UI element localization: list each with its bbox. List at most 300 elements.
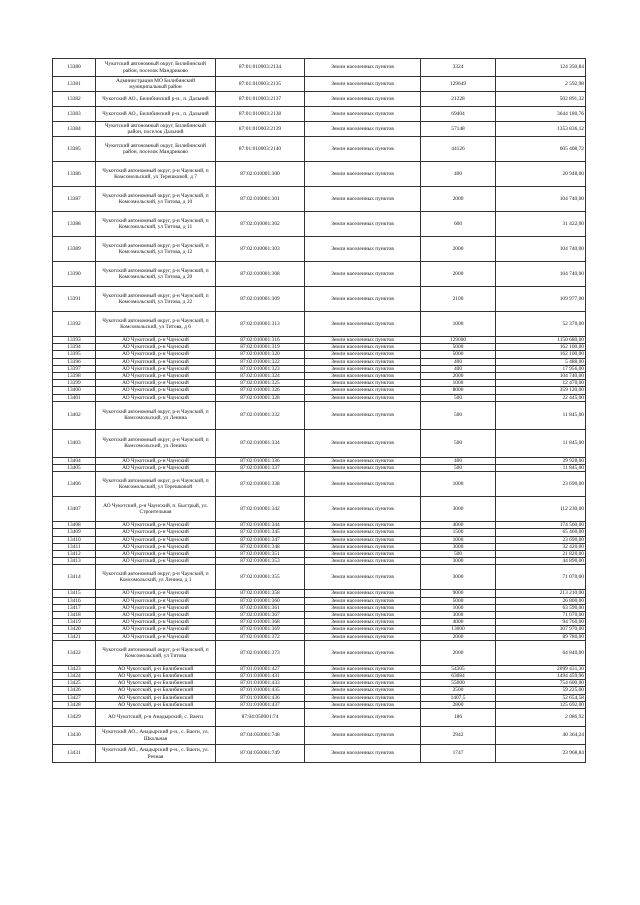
cadastral-number-cell: 87:02:010001:336 — [216, 457, 305, 464]
area-cell: 400 — [421, 457, 496, 464]
land-category-cell: Земли населенных пунктов — [305, 187, 421, 212]
cadastral-number-cell: 87:04:050001:74 — [216, 709, 305, 727]
land-category-cell: Земли населенных пунктов — [305, 122, 421, 137]
cadastral-number-cell: 87:02:010001:302 — [216, 212, 305, 237]
address-cell: АО Чукотский, р-н Билибинский — [96, 694, 216, 701]
row-number: 13405 — [53, 465, 96, 472]
table-row — [53, 604, 586, 611]
address-cell: АО Чукотский, р-н Чаунский — [96, 612, 216, 619]
cadastral-value-cell: 124 350,84 — [496, 59, 586, 77]
land-category-cell: Земли населенных пунктов — [305, 640, 421, 665]
table-row — [53, 694, 586, 701]
address-cell: АО Чукотский, р-н Чаунский — [96, 380, 216, 387]
cadastral-value-cell: 65 460,00 — [496, 529, 586, 536]
cadastral-number-cell: 87:02:010001:319 — [216, 344, 305, 351]
row-number: 13394 — [53, 344, 96, 351]
area-cell: 8000 — [421, 387, 496, 394]
cadastral-number-cell: 87:02:010001:347 — [216, 536, 305, 543]
address-cell: АО Чукотский, р-н Чаунский — [96, 543, 216, 550]
land-category-cell: Земли населенных пунктов — [305, 162, 421, 187]
area-cell: 69404 — [421, 107, 496, 122]
area-cell: 129649 — [421, 77, 496, 92]
area-cell: 186 — [421, 709, 496, 727]
table-row — [53, 337, 586, 344]
cadastral-value-cell: 64 840,00 — [496, 640, 586, 665]
table-row — [53, 529, 586, 536]
cadastral-value-cell: 754 600,00 — [496, 680, 586, 687]
cadastral-value-cell: 44 890,00 — [496, 558, 586, 565]
row-number: 13429 — [53, 709, 96, 727]
table-row — [53, 590, 586, 597]
table-row — [53, 465, 586, 472]
area-cell: 3000 — [421, 543, 496, 550]
land-plots-table — [52, 58, 586, 763]
cadastral-value-cell: 22 445,00 — [496, 394, 586, 401]
table-row — [53, 387, 586, 394]
row-number: 13397 — [53, 365, 96, 372]
table-row — [53, 745, 586, 763]
land-category-cell: Земли населенных пунктов — [305, 394, 421, 401]
cadastral-value-cell: 29 928,00 — [496, 457, 586, 464]
table-row — [53, 162, 586, 187]
cadastral-number-cell: 87:02:010001:323 — [216, 365, 305, 372]
table-row — [53, 727, 586, 745]
table-row — [53, 709, 586, 727]
cadastral-number-cell: 87:01:010001:436 — [216, 694, 305, 701]
row-number: 13408 — [53, 522, 96, 529]
address-cell: АО Чукотский, р-н Чаунский — [96, 626, 216, 633]
area-cell: 2000 — [421, 262, 496, 287]
cadastral-value-cell: 5 488,00 — [496, 358, 586, 365]
area-cell: 1747 — [421, 745, 496, 763]
address-cell: АО Чукотский, р-н Билибинский — [96, 673, 216, 680]
address-cell: АО Чукотский, р-н Чаунский — [96, 551, 216, 558]
area-cell: 55000 — [421, 680, 496, 687]
cadastral-value-cell: 1150 680,00 — [496, 337, 586, 344]
area-cell: 129000 — [421, 337, 496, 344]
address-cell: Чукотский АО., Билибинский р-н., п. Дальний — [96, 107, 216, 122]
cadastral-number-cell: 87:02:010001:322 — [216, 358, 305, 365]
row-number: 13382 — [53, 92, 96, 107]
cadastral-number-cell: 87:02:010001:360 — [216, 597, 305, 604]
row-number: 13403 — [53, 429, 96, 457]
table-row — [53, 673, 586, 680]
row-number: 13387 — [53, 187, 96, 212]
land-category-cell: Земли населенных пунктов — [305, 694, 421, 701]
address-cell: АО Чукотский, р-н Чаунский — [96, 365, 216, 372]
cadastral-number-cell: 87:02:010001:300 — [216, 162, 305, 187]
row-number: 13386 — [53, 162, 96, 187]
row-number: 13428 — [53, 701, 96, 708]
address-cell: АО Чукотский, р-н Чаунский — [96, 465, 216, 472]
cadastral-number-cell: 87:01:010001:435 — [216, 687, 305, 694]
cadastral-value-cell: 23 968,84 — [496, 745, 586, 763]
table-row — [53, 522, 586, 529]
cadastral-value-cell: 17 956,00 — [496, 365, 586, 372]
row-number: 13424 — [53, 673, 96, 680]
table-row — [53, 597, 586, 604]
table-row — [53, 358, 586, 365]
cadastral-value-cell: 31 422,00 — [496, 212, 586, 237]
area-cell: 4000 — [421, 522, 496, 529]
cadastral-number-cell: 87:02:010001:372 — [216, 633, 305, 640]
row-number: 13423 — [53, 665, 96, 672]
row-number: 13383 — [53, 107, 96, 122]
land-category-cell: Земли населенных пунктов — [305, 551, 421, 558]
land-category-cell: Земли населенных пунктов — [305, 536, 421, 543]
land-category-cell: Земли населенных пунктов — [305, 351, 421, 358]
cadastral-value-cell: 94 760,00 — [496, 619, 586, 626]
cadastral-value-cell: 104 740,00 — [496, 373, 586, 380]
cadastral-number-cell: 87:02:010001:367 — [216, 612, 305, 619]
address-cell: АО Чукотский, р-н Чаунский — [96, 604, 216, 611]
cadastral-value-cell: 52 370,00 — [496, 312, 586, 337]
cadastral-number-cell: 87:02:010001:344 — [216, 522, 305, 529]
land-category-cell: Земли населенных пунктов — [305, 77, 421, 92]
row-number: 13422 — [53, 640, 96, 665]
area-cell: 5000 — [421, 597, 496, 604]
cadastral-value-cell: 12 470,00 — [496, 380, 586, 387]
address-cell: АО Чукотский, р-н Чаунский — [96, 536, 216, 543]
land-category-cell: Земли населенных пунктов — [305, 597, 421, 604]
row-number: 13393 — [53, 337, 96, 344]
row-number: 13427 — [53, 694, 96, 701]
area-cell: 1000 — [421, 604, 496, 611]
table-row — [53, 633, 586, 640]
cadastral-number-cell: 87:01:010003:2139 — [216, 122, 305, 137]
cadastral-number-cell: 87:04:050001:748 — [216, 727, 305, 745]
land-category-cell: Земли населенных пунктов — [305, 373, 421, 380]
land-category-cell: Земли населенных пунктов — [305, 687, 421, 694]
row-number: 13415 — [53, 590, 96, 597]
cadastral-value-cell: 605 408,72 — [496, 137, 586, 162]
address-cell: Чукотский автономный округ, р-н Чаунский, п Комсомольский, ул Терешковой, д 7 — [96, 162, 216, 187]
area-cell: 600 — [421, 212, 496, 237]
area-cell: 2500 — [421, 687, 496, 694]
area-cell: 1500 — [421, 529, 496, 536]
cadastral-number-cell: 87:02:010001:353 — [216, 558, 305, 565]
table-row — [53, 626, 586, 633]
cadastral-number-cell: 87:02:010001:348 — [216, 543, 305, 550]
area-cell: 3000 — [421, 558, 496, 565]
table-row — [53, 92, 586, 107]
cadastral-value-cell: 174 560,00 — [496, 522, 586, 529]
land-category-cell: Земли населенных пунктов — [305, 709, 421, 727]
land-category-cell: Земли населенных пунктов — [305, 92, 421, 107]
address-cell: Чукотский АО., Анадырский р-н., с. Ваеги, ул. Школьная — [96, 727, 216, 745]
row-number: 13402 — [53, 401, 96, 429]
land-category-cell: Земли населенных пунктов — [305, 497, 421, 522]
cadastral-value-cell: 40 364,24 — [496, 727, 586, 745]
address-cell: АО Чукотский, р-н Чаунский — [96, 351, 216, 358]
cadastral-value-cell: 23 690,00 — [496, 472, 586, 497]
cadastral-value-cell: 112 230,00 — [496, 497, 586, 522]
cadastral-number-cell: 87:01:010001:431 — [216, 673, 305, 680]
table-row — [53, 558, 586, 565]
table-row — [53, 351, 586, 358]
table-row — [53, 612, 586, 619]
area-cell: 1000 — [421, 380, 496, 387]
area-cell: 2000 — [421, 237, 496, 262]
cadastral-value-cell: 63 590,00 — [496, 604, 586, 611]
area-cell: 57148 — [421, 122, 496, 137]
address-cell: АО Чукотский, р-н Билибинский — [96, 687, 216, 694]
area-cell: 4000 — [421, 619, 496, 626]
cadastral-number-cell: 87:02:010001:324 — [216, 373, 305, 380]
land-category-cell: Земли населенных пунктов — [305, 337, 421, 344]
address-cell: Чукотский автономный округ, р-н Чаунский, п Комсомольский, ул Титова — [96, 640, 216, 665]
address-cell: АО Чукотский, р-н Чаунский — [96, 373, 216, 380]
cadastral-number-cell: 87:02:010001:368 — [216, 619, 305, 626]
land-category-cell: Земли населенных пунктов — [305, 457, 421, 464]
cadastral-value-cell: 21 820,00 — [496, 551, 586, 558]
land-category-cell: Земли населенных пунктов — [305, 312, 421, 337]
land-category-cell: Земли населенных пунктов — [305, 665, 421, 672]
address-cell: Чукотский автономный округ, р-н Чаунский, п Комсомольский, ул Ленина — [96, 429, 216, 457]
cadastral-value-cell: 104 740,00 — [496, 187, 586, 212]
cadastral-number-cell: 87:02:010001:308 — [216, 262, 305, 287]
address-cell: АО Чукотский, р-н Чаунский — [96, 597, 216, 604]
address-cell: Чукотский автономный округ, Билибинский район, поселок Мандриково — [96, 59, 216, 77]
cadastral-value-cell: 359 120,00 — [496, 387, 586, 394]
row-number: 13421 — [53, 633, 96, 640]
table-row — [53, 701, 586, 708]
land-category-cell: Земли населенных пунктов — [305, 59, 421, 77]
table-row — [53, 77, 586, 92]
area-cell: 3000 — [421, 565, 496, 590]
table-row — [53, 380, 586, 387]
table-row — [53, 619, 586, 626]
area-cell: 400 — [421, 162, 496, 187]
row-number: 13400 — [53, 387, 96, 394]
address-cell: АО Чукотский, р-н Чаунский — [96, 590, 216, 597]
table-row — [53, 472, 586, 497]
address-cell: АО Чукотский, р-н Чаунский — [96, 457, 216, 464]
cadastral-value-cell: 162 100,00 — [496, 351, 586, 358]
row-number: 13388 — [53, 212, 96, 237]
area-cell: 63084 — [421, 673, 496, 680]
address-cell: Чукотский автономный округ, Билибинский район, поселок Дальний — [96, 122, 216, 137]
area-cell: 500 — [421, 394, 496, 401]
row-number: 13396 — [53, 358, 96, 365]
area-cell: 2000 — [421, 633, 496, 640]
land-category-cell: Земли населенных пунктов — [305, 558, 421, 565]
address-cell: АО Чукотский, р-н Чаунский — [96, 619, 216, 626]
area-cell: 1407,5 — [421, 694, 496, 701]
row-number: 13409 — [53, 529, 96, 536]
area-cell: 13000 — [421, 626, 496, 633]
address-cell: Чукотский автономный округ, р-н Чаунский, п Комсомольский, ул Титова, д 10 — [96, 187, 216, 212]
cadastral-value-cell: 125 692,00 — [496, 701, 586, 708]
area-cell: 1000 — [421, 312, 496, 337]
area-cell: 5000 — [421, 344, 496, 351]
land-category-cell: Земли населенных пунктов — [305, 465, 421, 472]
table-row — [53, 122, 586, 137]
table-row — [53, 187, 586, 212]
land-category-cell: Земли населенных пунктов — [305, 604, 421, 611]
table-row — [53, 457, 586, 464]
cadastral-number-cell: 87:02:010001:358 — [216, 590, 305, 597]
area-cell: 2800 — [421, 701, 496, 708]
row-number: 13391 — [53, 287, 96, 312]
cadastral-value-cell: 11 845,00 — [496, 465, 586, 472]
land-category-cell: Земли населенных пунктов — [305, 565, 421, 590]
land-category-cell: Земли населенных пунктов — [305, 680, 421, 687]
cadastral-value-cell: 502 891,32 — [496, 92, 586, 107]
land-category-cell: Земли населенных пунктов — [305, 543, 421, 550]
table-row — [53, 536, 586, 543]
table-row — [53, 137, 586, 162]
cadastral-number-cell: 87:02:010001:373 — [216, 640, 305, 665]
address-cell: АО Чукотский, р-н Чаунский — [96, 337, 216, 344]
cadastral-number-cell: 87:02:010001:301 — [216, 187, 305, 212]
cadastral-number-cell: 87:02:010001:337 — [216, 465, 305, 472]
cadastral-value-cell: 2 592,98 — [496, 77, 586, 92]
cadastral-number-cell: 87:04:050001:749 — [216, 745, 305, 763]
land-category-cell: Земли населенных пунктов — [305, 107, 421, 122]
table-row — [53, 394, 586, 401]
cadastral-value-cell: 71 070,00 — [496, 565, 586, 590]
land-category-cell: Земли населенных пунктов — [305, 262, 421, 287]
cadastral-value-cell: 32 420,00 — [496, 543, 586, 550]
area-cell: 3000 — [421, 612, 496, 619]
cadastral-value-cell: 1494 459,96 — [496, 673, 586, 680]
table-row — [53, 429, 586, 457]
land-category-cell: Земли населенных пунктов — [305, 380, 421, 387]
row-number: 13419 — [53, 619, 96, 626]
cadastral-number-cell: 87:02:010001:345 — [216, 529, 305, 536]
row-number: 13406 — [53, 472, 96, 497]
address-cell: АО Чукотский, р-н Чаунский — [96, 344, 216, 351]
table-row — [53, 640, 586, 665]
address-cell: АО Чукотский, р-н Чаунский — [96, 394, 216, 401]
area-cell: 2100 — [421, 287, 496, 312]
address-cell: Чукотский автономный округ, р-н Чаунский, п Комсомольский, ул Ленина — [96, 401, 216, 429]
table-row — [53, 107, 586, 122]
table-row — [53, 312, 586, 337]
row-number: 13420 — [53, 626, 96, 633]
area-cell: 3000 — [421, 497, 496, 522]
table-row — [53, 680, 586, 687]
cadastral-number-cell: 87:01:010003:2138 — [216, 107, 305, 122]
row-number: 13380 — [53, 59, 96, 77]
address-cell: Чукотский автономный округ, р-н Чаунский, п Комсомольский, ул Титова, д 11 — [96, 212, 216, 237]
table-row — [53, 665, 586, 672]
row-number: 13385 — [53, 137, 96, 162]
land-category-cell: Земли населенных пунктов — [305, 137, 421, 162]
area-cell: 54305 — [421, 665, 496, 672]
table-row — [53, 344, 586, 351]
cadastral-number-cell: 87:02:010001:351 — [216, 551, 305, 558]
row-number: 13384 — [53, 122, 96, 137]
cadastral-value-cell: 213 210,00 — [496, 590, 586, 597]
address-cell: Чукотский АО., Билибинский р-н., п. Дальний — [96, 92, 216, 107]
cadastral-value-cell: 59 225,00 — [496, 687, 586, 694]
land-category-cell: Земли населенных пунктов — [305, 619, 421, 626]
cadastral-number-cell: 87:02:010001:325 — [216, 380, 305, 387]
cadastral-number-cell: 87:02:010001:313 — [216, 312, 305, 337]
cadastral-number-cell: 87:02:010001:309 — [216, 287, 305, 312]
row-number: 13398 — [53, 373, 96, 380]
cadastral-value-cell: 307 970,00 — [496, 626, 586, 633]
cadastral-number-cell: 87:02:010001:338 — [216, 472, 305, 497]
land-category-cell: Земли населенных пунктов — [305, 472, 421, 497]
area-cell: 21228 — [421, 92, 496, 107]
row-number: 13414 — [53, 565, 96, 590]
land-category-cell: Земли населенных пунктов — [305, 612, 421, 619]
land-category-cell: Земли населенных пунктов — [305, 212, 421, 237]
address-cell: Чукотский автономный округ, р-н Чаунский, п Комсомольский, ул Титова, д 22 — [96, 287, 216, 312]
cadastral-number-cell: 87:02:010001:355 — [216, 565, 305, 590]
cadastral-number-cell: 87:01:010003:2135 — [216, 77, 305, 92]
row-number: 13416 — [53, 597, 96, 604]
area-cell: 500 — [421, 401, 496, 429]
row-number: 13395 — [53, 351, 96, 358]
address-cell: Чукотский автономный округ, р-н Чаунский, п Комсомольский, ул Титова, д 12 — [96, 237, 216, 262]
table-row — [53, 687, 586, 694]
cadastral-number-cell: 87:02:010001:326 — [216, 387, 305, 394]
land-category-cell: Земли населенных пунктов — [305, 387, 421, 394]
cadastral-number-cell: 87:02:010001:361 — [216, 604, 305, 611]
land-category-cell: Земли населенных пунктов — [305, 522, 421, 529]
address-cell: АО Чукотский, р-н Чаунский — [96, 522, 216, 529]
cadastral-value-cell: 109 977,00 — [496, 287, 586, 312]
row-number: 13411 — [53, 543, 96, 550]
area-cell: 9000 — [421, 590, 496, 597]
cadastral-value-cell: 26 800,00 — [496, 597, 586, 604]
cadastral-value-cell: 104 740,00 — [496, 237, 586, 262]
address-cell: Чукотский автономный округ, Билибинский район, поселок Мандриково — [96, 137, 216, 162]
address-cell: АО Чукотский, р-н Чаунский — [96, 358, 216, 365]
area-cell: 1000 — [421, 472, 496, 497]
row-number: 13425 — [53, 680, 96, 687]
cadastral-number-cell: 87:02:010001:369 — [216, 626, 305, 633]
row-number: 13417 — [53, 604, 96, 611]
land-category-cell: Земли населенных пунктов — [305, 358, 421, 365]
cadastral-number-cell: 87:01:010001:433 — [216, 680, 305, 687]
area-cell: 1000 — [421, 536, 496, 543]
row-number: 13389 — [53, 237, 96, 262]
cadastral-value-cell: 104 740,00 — [496, 262, 586, 287]
land-category-cell: Земли населенных пунктов — [305, 673, 421, 680]
address-cell: Чукотский автономный округ, р-н Чаунский, п Комсомольский, ул Терешковой — [96, 472, 216, 497]
cadastral-value-cell: 2 086,92 — [496, 709, 586, 727]
address-cell: АО Чукотский, р-н Билибинский — [96, 665, 216, 672]
land-category-cell: Земли населенных пунктов — [305, 626, 421, 633]
table-row — [53, 373, 586, 380]
cadastral-number-cell: 87:01:010003:2140 — [216, 137, 305, 162]
row-number: 13401 — [53, 394, 96, 401]
row-number: 13381 — [53, 77, 96, 92]
land-category-cell: Земли населенных пунктов — [305, 429, 421, 457]
cadastral-value-cell: 11 845,00 — [496, 401, 586, 429]
row-number: 13410 — [53, 536, 96, 543]
cadastral-number-cell: 87:01:010001:427 — [216, 665, 305, 672]
area-cell: 2000 — [421, 373, 496, 380]
land-category-cell: Земли населенных пунктов — [305, 365, 421, 372]
area-cell: 500 — [421, 551, 496, 558]
land-category-cell: Земли населенных пунктов — [305, 590, 421, 597]
cadastral-value-cell: 23 690,00 — [496, 536, 586, 543]
row-number: 13412 — [53, 551, 96, 558]
table-row — [53, 262, 586, 287]
table-row — [53, 287, 586, 312]
area-cell: 500 — [421, 465, 496, 472]
address-cell: АО Чукотский, р-н Анадырский, с. Ваеги — [96, 709, 216, 727]
table-row — [53, 543, 586, 550]
area-cell: 2942 — [421, 727, 496, 745]
cadastral-value-cell: 3644 180,76 — [496, 107, 586, 122]
